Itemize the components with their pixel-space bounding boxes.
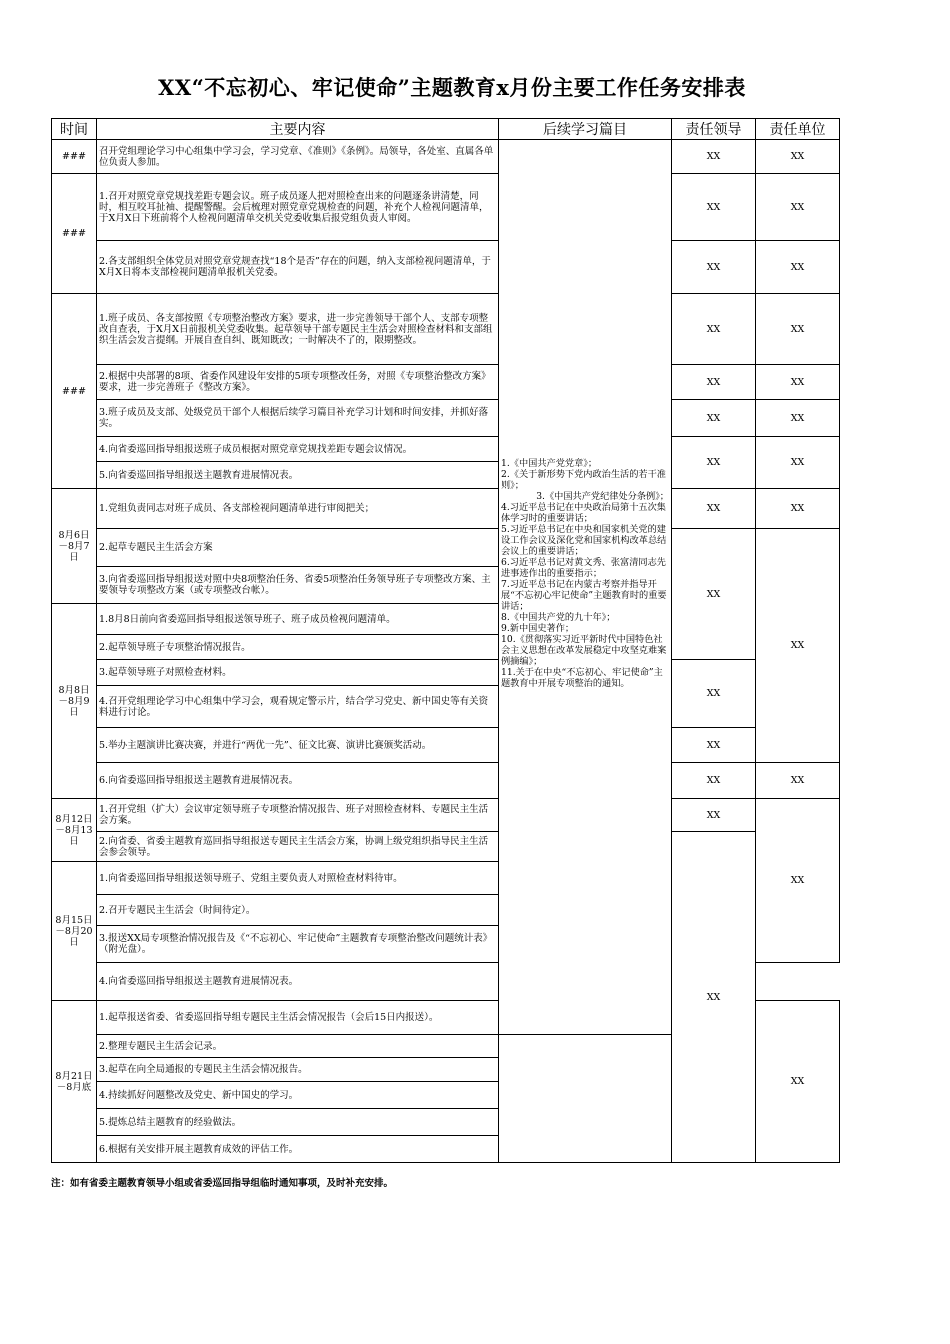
header-row — [52, 119, 840, 140]
content-cell: 3.起草在向全局通报的专题民主生活会情况报告。 — [97, 1058, 499, 1082]
reading-item: 1.《中国共产党党章》； — [501, 458, 598, 469]
unit-cell: XX — [756, 529, 840, 763]
table-row — [52, 365, 840, 400]
header-time: 时间 — [52, 119, 97, 140]
table-row — [52, 763, 840, 799]
unit-cell: XX — [756, 437, 840, 489]
content-cell: 3.报送XX局专项整治情况报告及《“不忘初心、牢记使命”主题教育专项整治整改问题统计表》（附光盘）。 — [97, 926, 499, 963]
header-leader: 责任领导 — [672, 119, 756, 140]
content-cell: 3.向省委巡回指导组报送对照中央8项整治任务、省委5项整治任务领导班子专项整改方案、主要领导专项整改方案（或专项整改台帐）。 — [97, 567, 499, 604]
unit-cell: XX — [756, 294, 840, 365]
table-row — [52, 799, 840, 832]
leader-cell: XX — [672, 174, 756, 241]
content-cell: 1.向省委巡回指导组报送领导班子、党组主要负责人对照检查材料待审。 — [97, 862, 499, 895]
table-row — [52, 660, 840, 686]
time-cell: ### — [52, 140, 97, 174]
leader-cell: XX — [672, 400, 756, 437]
content-cell: 2.起草领导班子专项整治情况报告。 — [97, 635, 499, 660]
content-cell: 2.整理专题民主生活会记录。 — [97, 1035, 499, 1058]
unit-cell: XX — [756, 241, 840, 294]
header-reading: 后续学习篇目 — [499, 119, 672, 140]
reading-list-cell — [499, 140, 672, 1035]
content-cell: 1.召开对照党章党规找差距专题会议。班子成员逐人把对照检查出来的问题逐条讲清楚，同时，相互咬耳扯袖、提醒警醒。会后梳理对照党章党规检查的问题，补充个人检视问题清单，于X月X日下班前将个人检视问题清单交机关党委收集后报党组负责人审阅。 — [97, 174, 499, 241]
page-title: XX“不忘初心、牢记使命”主题教育x月份主要工作任务安排表 — [158, 75, 746, 100]
leader-cell: XX — [672, 489, 756, 529]
unit-cell: XX — [756, 140, 840, 174]
unit-cell: XX — [756, 174, 840, 241]
header-unit: 责任单位 — [756, 119, 840, 140]
leader-cell: XX — [672, 660, 756, 728]
header-content: 主要内容 — [97, 119, 499, 140]
table-row — [52, 174, 840, 241]
content-cell: 4.向省委巡回指导组报送主题教育进展情况表。 — [97, 963, 499, 1001]
unit-cell: XX — [756, 763, 840, 799]
table-row — [52, 529, 840, 567]
reading-item: 8.《中国共产党的九十年》； — [501, 612, 616, 623]
table-row — [52, 489, 840, 529]
content-cell: 2.召开专题民主生活会（时间待定）。 — [97, 895, 499, 926]
content-cell: 1.起草报送省委、省委巡回指导组专题民主生活会情况报告（会后15日内报送）。 — [97, 1001, 499, 1035]
content-cell: 4.召开党组理论学习中心组集中学习会，观看规定警示片，结合学习党史、新中国史等有关资料进行讨论。 — [97, 686, 499, 728]
content-cell: 2.根据中央部署的8项、省委作风建设年安排的5项专项整改任务，对照《专项整治整改方案》要求，进一步完善班子《整改方案》。 — [97, 365, 499, 400]
content-cell: 3.班子成员及支部、处级党员干部个人根据后续学习篇目补充学习计划和时间安排，并抓好落实。 — [97, 400, 499, 437]
content-cell: 4.持续抓好问题整改及党史、新中国史的学习。 — [97, 1082, 499, 1109]
content-cell: 4.向省委巡回指导组报送班子成员根据对照党章党规找差距专题会议情况。 — [97, 437, 499, 462]
table-row — [52, 437, 840, 462]
table-row — [52, 140, 840, 174]
content-cell: 5.向省委巡回指导组报送主题教育进展情况表。 — [97, 462, 499, 489]
leader-cell: XX — [672, 529, 756, 660]
unit-cell: XX — [756, 1001, 840, 1163]
reading-item: 5.习近平总书记在中央和国家机关党的建设工作会议及深化党和国家机构改革总结会议上的重要讲话； — [501, 524, 667, 557]
unit-cell: XX — [756, 365, 840, 400]
leader-cell: XX — [672, 365, 756, 400]
content-cell: 2.向省委、省委主题教育巡回指导组报送专题民主生活会方案，协调上级党组织指导民主生活会参会领导。 — [97, 832, 499, 862]
content-cell: 1.班子成员、各支部按照《专项整治整改方案》要求，进一步完善领导干部个人、支部专项整改自查表，于X月X日前报机关党委收集。起草领导干部专题民主生活会对照检查材料和支部组织生活会发言提纲。开展自查自纠、既知既改；一时解决不了的，限期整改。 — [97, 294, 499, 365]
leader-cell: XX — [672, 763, 756, 799]
time-cell: 8月8日－8月9日 — [52, 604, 97, 799]
content-cell: 1.8月8日前向省委巡回指导组报送领导班子、班子成员检视问题清单。 — [97, 604, 499, 635]
leader-cell: XX — [672, 294, 756, 365]
leader-cell: XX — [672, 799, 756, 832]
reading-item: 4.习近平总书记在中央政治局第十五次集体学习时的重要讲话； — [501, 502, 666, 524]
time-cell: 8月12日－8月13日 — [52, 799, 97, 862]
table-row — [52, 241, 840, 294]
reading-item: 2.《关于新形势下党内政治生活的若干准则》； — [501, 469, 666, 491]
content-cell: 1.党组负责同志对班子成员、各支部检视问题清单进行审阅把关； — [97, 489, 499, 529]
reading-item: 11.关于在中央“不忘初心、牢记使命”主题教育中开展专项整治的通知。 — [501, 667, 663, 689]
time-cell: 8月21日－8月底 — [52, 1001, 97, 1163]
unit-cell: XX — [756, 489, 840, 529]
content-cell: 6.向省委巡回指导组报送主题教育进展情况表。 — [97, 763, 499, 799]
task-table — [51, 118, 840, 1163]
reading-item: 10.《贯彻落实习近平新时代中国特色社会主义思想在改革发展稳定中攻坚克难案例摘编》； — [501, 634, 667, 667]
table-row — [52, 400, 840, 437]
content-cell: 1.召开党组（扩大）会议审定领导班子专项整治情况报告、班子对照检查材料、专题民主生活会方案。 — [97, 799, 499, 832]
time-cell: 8月6日－8月7日 — [52, 489, 97, 604]
time-cell: 8月15日－8月20日 — [52, 862, 97, 1001]
table-row — [52, 728, 840, 763]
content-cell: 5.提炼总结主题教育的经验做法。 — [97, 1109, 499, 1136]
time-cell: ### — [52, 174, 97, 294]
footnote: 注：如有省委主题教育领导小组或省委巡回指导组临时通知事项，及时补充安排。 — [51, 1178, 394, 1189]
leader-cell: XX — [672, 437, 756, 489]
reading-item: 9.新中国史著作； — [501, 623, 575, 634]
content-cell: 召开党组理论学习中心组集中学习会，学习党章、《准则》《条例》。局领导，各处室、直属各单位负责人参加。 — [97, 140, 499, 174]
table-row — [52, 294, 840, 365]
content-cell: 5.举办主题演讲比赛决赛，并进行“两优一先”、征文比赛、演讲比赛颁奖活动。 — [97, 728, 499, 763]
leader-cell: XX — [672, 241, 756, 294]
table-row — [52, 832, 840, 862]
unit-cell: XX — [756, 400, 840, 437]
reading-item: 6.习近平总书记对黄文秀、张富清同志先进事迹作出的重要指示； — [501, 557, 666, 579]
content-cell: 6.根据有关安排开展主题教育成效的评估工作。 — [97, 1136, 499, 1163]
content-cell: 3.起草领导班子对照检查材料。 — [97, 660, 499, 686]
reading-empty-cell — [499, 1035, 672, 1163]
content-cell: 2.各支部组织全体党员对照党章党规查找“18个是否”存在的问题，纳入支部检视问题清单，于X月X日将本支部检视问题清单报机关党委。 — [97, 241, 499, 294]
leader-cell: XX — [672, 728, 756, 763]
time-cell: ### — [52, 294, 97, 489]
reading-item: 3.《中国共产党纪律处分条例》； — [536, 491, 669, 502]
reading-item: 7.习近平总书记在内蒙古考察并指导开展“不忘初心牢记使命”主题教育时的重要讲话； — [501, 579, 667, 612]
content-cell: 2.起草专题民主生活会方案 — [97, 529, 499, 567]
unit-cell: XX — [756, 799, 840, 963]
leader-cell: XX — [672, 832, 756, 1163]
leader-cell: XX — [672, 140, 756, 174]
